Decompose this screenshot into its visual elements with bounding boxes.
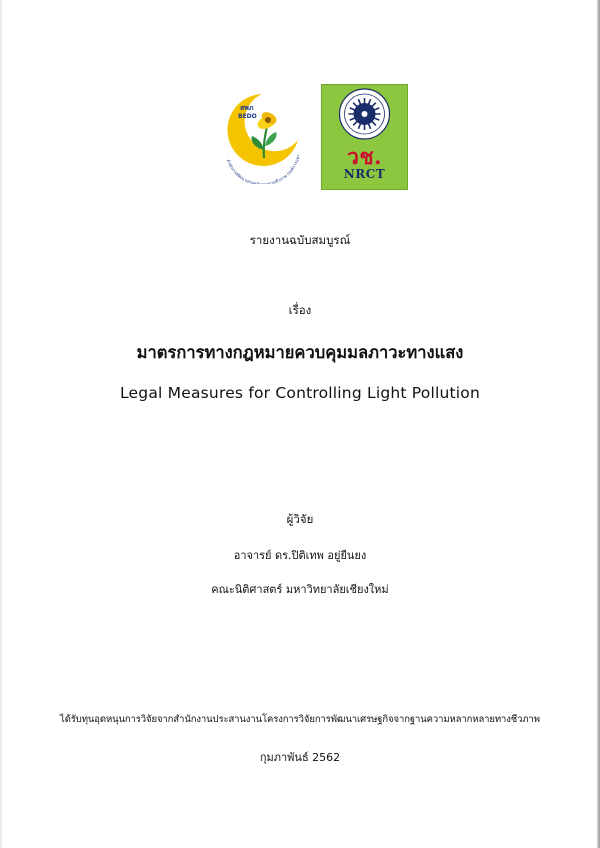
title-english: Legal Measures for Controlling Light Pollution [119, 384, 481, 402]
bedo-short-text: สพภ [240, 104, 254, 112]
report-date: กุมภาพันธ์ 2562 [259, 751, 341, 764]
researcher-label: ผู้วิจัย [286, 512, 314, 526]
researcher-name: อาจารย์ ดร.ปิติเทพ อยู่ยืนยง [233, 549, 367, 562]
bedo-abbr-text: BEDO [238, 113, 257, 120]
bedo-curve-text: สำนักงานพัฒนาเศรษฐกิ กฐานชีวภาพ (องค์การมหา [225, 153, 301, 184]
researcher-affiliation: คณะนิติศาสตร์ มหาวิทยาลัยเชียงใหม่ [211, 583, 389, 596]
logo-group [216, 84, 406, 190]
title-thai: มาตรการทางกฎหมายควบคุมมลภาวะทางแสง [136, 343, 464, 362]
nrct-seal-icon [322, 85, 407, 145]
nrct-thai-text: วช. [347, 144, 382, 169]
nrct-english-text: NRCT [343, 167, 386, 181]
nrct-logo [321, 84, 408, 190]
bedo-logo-icon [216, 88, 310, 184]
funding-statement: ได้รับทุนอุดหนุนการวิจัยจากสำนักงานประสานงานโครงการวิจัยการพัฒนาเศรษฐกิจจากฐานความหลากหลายทางชีวภาพ [60, 714, 540, 725]
subject-label: เรื่อง [288, 303, 312, 317]
report-type: รายงานฉบับสมบูรณ์ [249, 233, 351, 247]
